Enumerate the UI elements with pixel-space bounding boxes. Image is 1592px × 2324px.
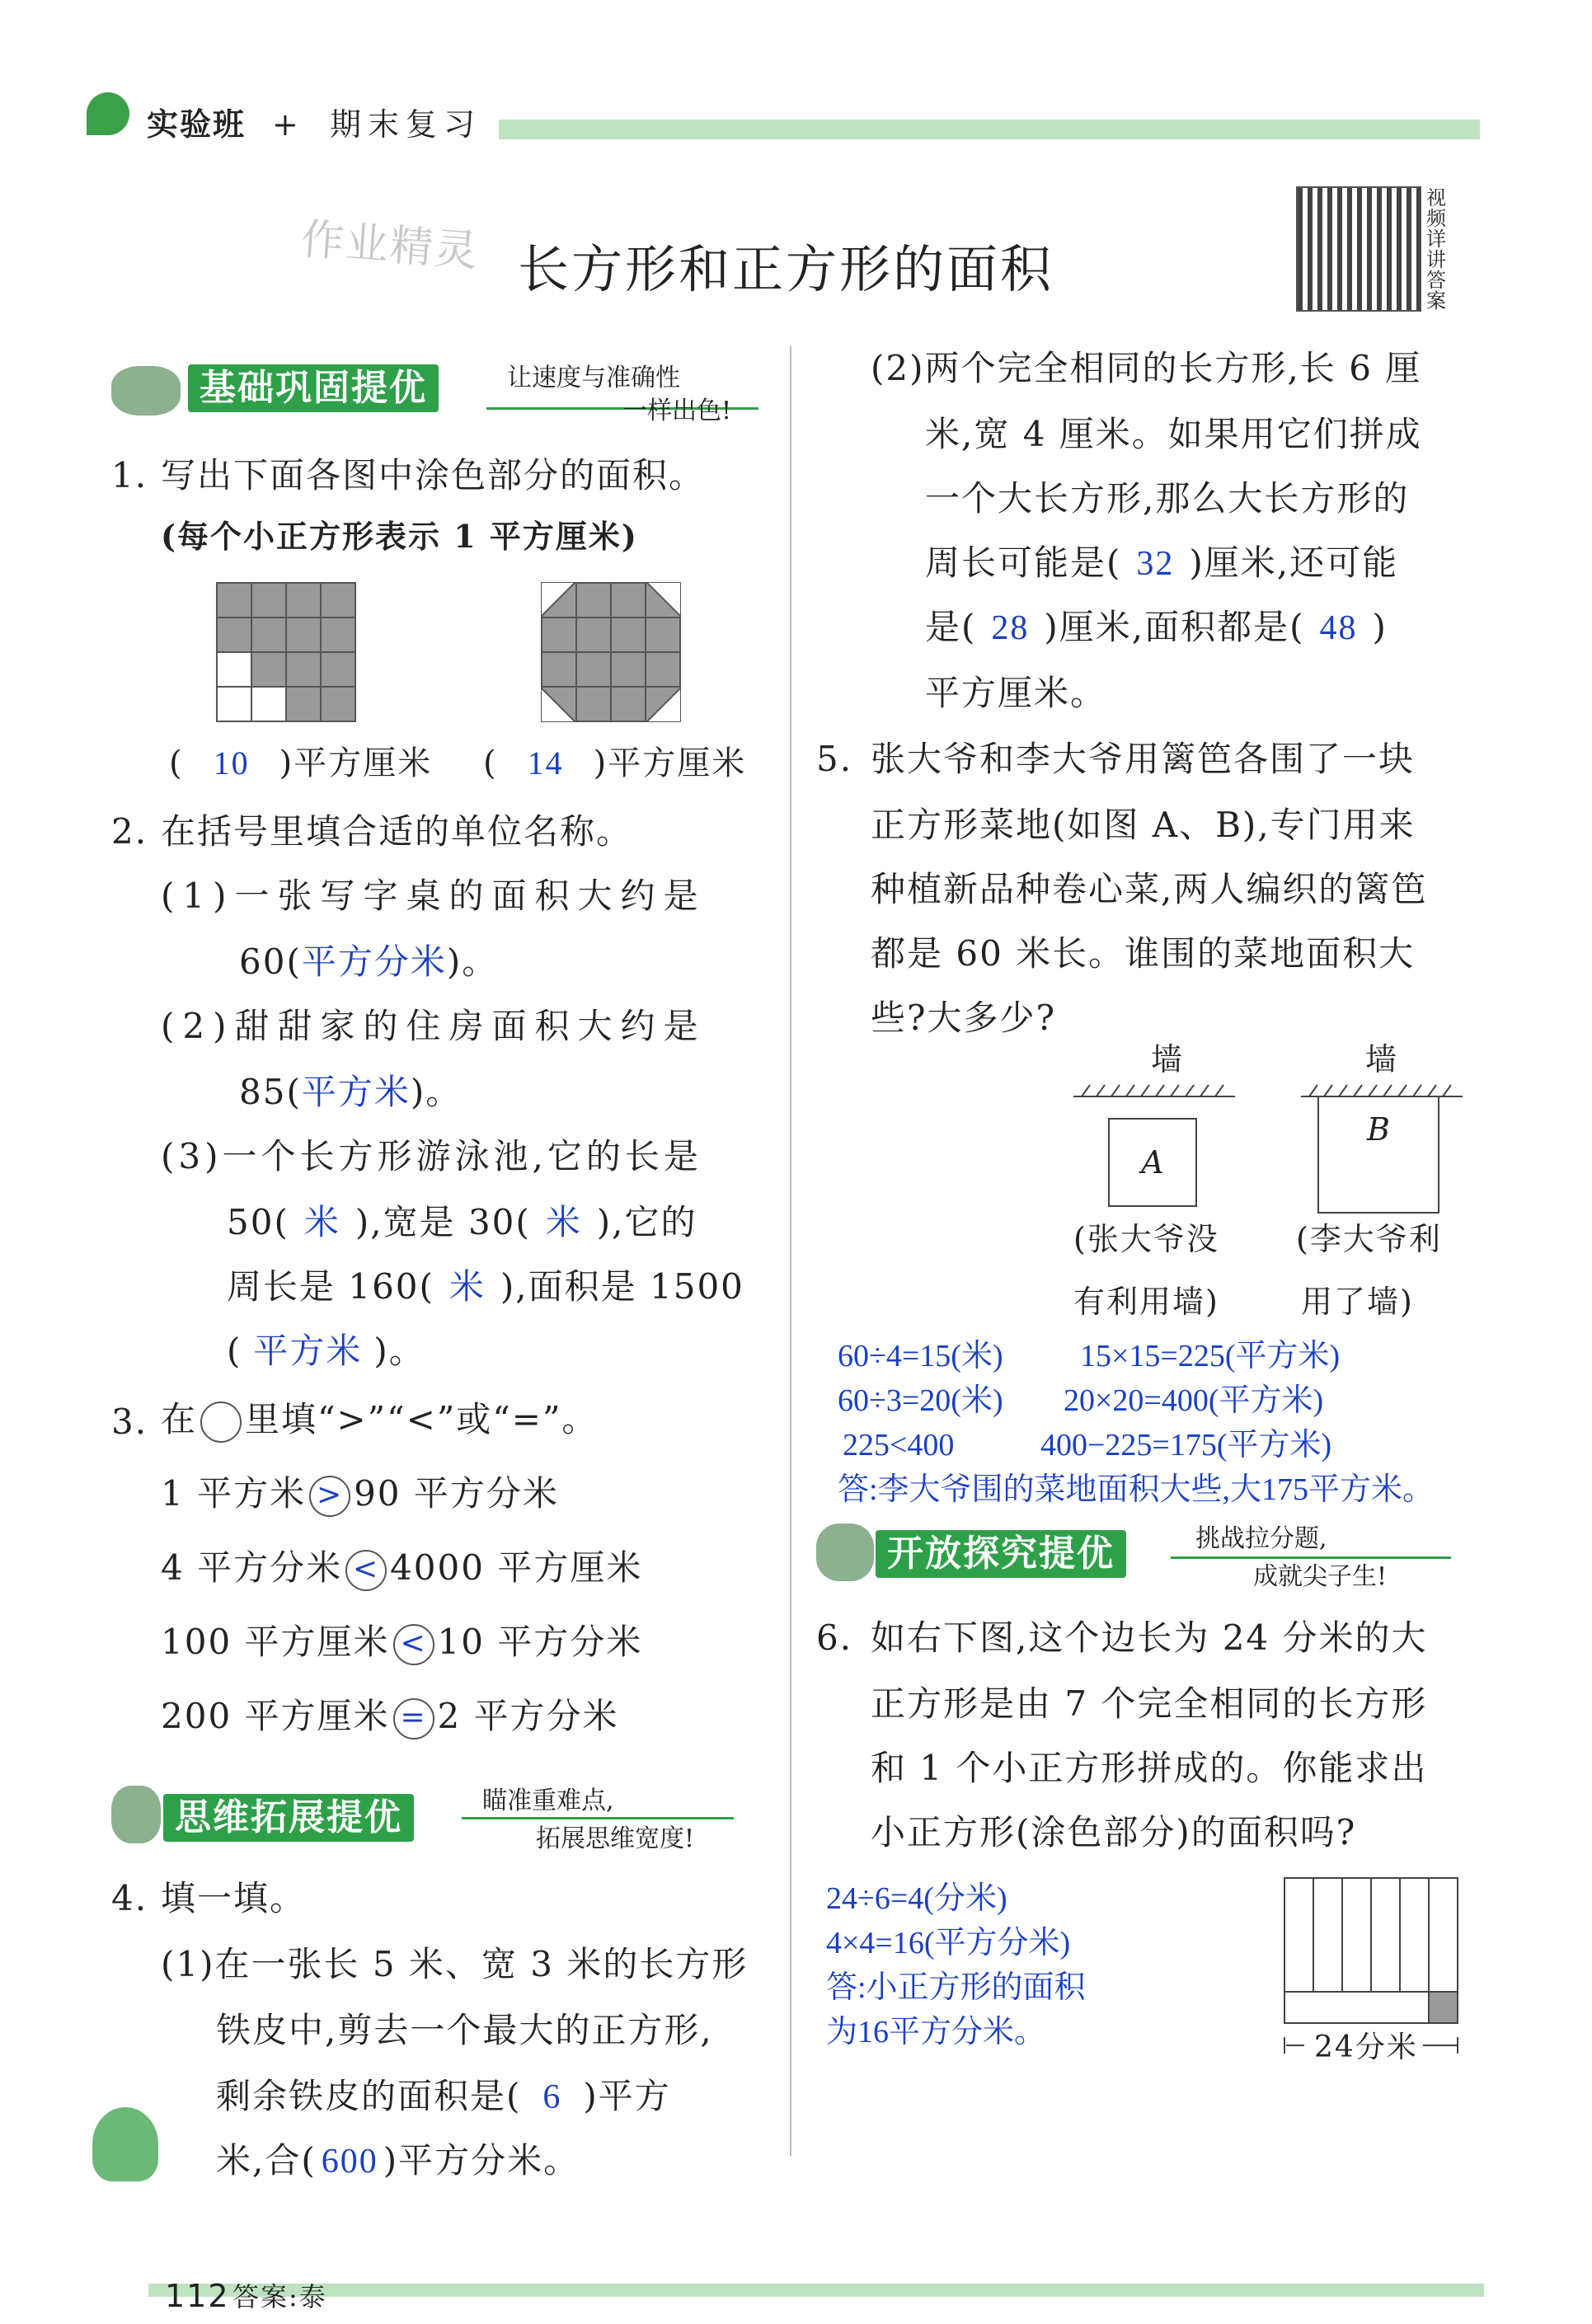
q2-text: 在括号里填合适的单位名称。 xyxy=(161,811,633,852)
q3-row-3-symbol: < xyxy=(393,1624,434,1665)
qr-label: 视频详讲答案 xyxy=(1426,186,1446,312)
page-title: 长方形和正方形的面积 xyxy=(518,239,1054,299)
q4-p2c: 一个大长方形,那么大长方形的 xyxy=(925,478,1410,519)
section-line xyxy=(462,1817,734,1819)
q2-p2a: (2)甜甜家的住房面积大约是 xyxy=(161,1006,707,1046)
q5-solution-2: 15×15=225(平方米) xyxy=(1080,1339,1341,1373)
q6-solution-1: 24÷6=4(分米) xyxy=(826,1881,1007,1916)
q4-p2-answer1: 32 xyxy=(1136,545,1175,583)
footer-label: 答案:泰 xyxy=(232,2281,327,2312)
q5-line5: 些?大多少? xyxy=(871,998,1057,1038)
section-slogan: 挑战拉分题, xyxy=(1195,1524,1327,1553)
q1-ans1: 10 xyxy=(213,744,250,782)
q5-solution-1: 60÷4=15(米) xyxy=(838,1339,1003,1373)
mascot-icon xyxy=(111,366,181,416)
section-badge-explore: 开放探究提优 xyxy=(876,1530,1126,1578)
q5-solution-5: 225<400 xyxy=(843,1428,955,1462)
q5-line3: 种植新品种卷心菜,两人编织的篱笆 xyxy=(871,869,1428,909)
q2-p3-answer3: 米 xyxy=(448,1269,486,1307)
q1-answer-2: ( 14 )平方厘米 xyxy=(483,744,747,782)
q2-p3-line2: 50( 米 ),宽是 30( 米 ),它的 xyxy=(227,1202,697,1242)
q1-figure-1 xyxy=(216,582,356,722)
q2-p1-answer: 平方分米 xyxy=(301,944,447,982)
q3-row-4-symbol: = xyxy=(393,1698,434,1739)
section-slogan: 拓展思维宽度! xyxy=(536,1824,695,1853)
q2-p2-answer: 平方米 xyxy=(301,1074,411,1112)
q4-p1a: (1)在一张长 5 米、宽 3 米的长方形 xyxy=(161,1944,749,1984)
footer-stripe xyxy=(148,2284,1484,2297)
header-unit: 期末复习 xyxy=(330,106,482,143)
section-slogan: 让速度与准确性 xyxy=(507,364,680,392)
q3-row-4: 200 平方厘米 = 2 平方分米 xyxy=(161,1698,619,1739)
header-brand: 实验班 xyxy=(147,106,247,143)
q4-p2-answer2: 28 xyxy=(991,609,1030,647)
caption-a-1: (张大爷没 xyxy=(1073,1221,1219,1257)
mascot-icon xyxy=(816,1524,874,1581)
q6-dimension-label: 24分米 xyxy=(1314,2031,1418,2064)
q2-p3-line3: 周长是 160( 米 ),面积是 1500 xyxy=(227,1266,744,1307)
header-plus: + xyxy=(272,106,300,143)
q1-figure-2 xyxy=(541,582,681,722)
garden-b: B xyxy=(1317,1096,1439,1214)
header-green-stripe xyxy=(499,120,1480,139)
q1-note: (每个小正方形表示 1 平方厘米) xyxy=(161,518,638,555)
q2-p3-answer2: 米 xyxy=(545,1204,582,1242)
q2-p3-answer4: 平方米 xyxy=(253,1333,363,1371)
q4-p2-answer3: 48 xyxy=(1319,609,1358,647)
section-badge-basic: 基础巩固提优 xyxy=(188,364,439,412)
q5-solution-3: 60÷3=20(米) xyxy=(838,1383,1003,1418)
q4-p2-line4: 周长可能是( 32 )厘米,还可能 xyxy=(925,542,1399,583)
watermark: 作业精灵 xyxy=(299,214,481,277)
q3-row-2-symbol: < xyxy=(345,1550,387,1591)
q4-p1b: 铁皮中,剪去一个最大的正方形, xyxy=(216,2010,713,2050)
garden-a: A xyxy=(1108,1118,1197,1207)
q2-p2-line: 85(平方米)。 xyxy=(239,1072,463,1112)
q1-number: 1. xyxy=(111,455,148,495)
q4-p2-line5: 是( 28 )厘米,面积都是( 48 ) xyxy=(925,607,1388,647)
q4-p1-answer2: 600 xyxy=(321,2143,378,2181)
q5-solution-6: 400−225=175(平方米) xyxy=(1040,1428,1332,1462)
q1-text: 写出下面各图中涂色部分的面积。 xyxy=(161,455,706,495)
q4-number: 4. xyxy=(111,1878,148,1918)
q5-line2: 正方形菜地(如图 A、B),专门用来 xyxy=(871,805,1416,845)
q2-p3-answer1: 米 xyxy=(303,1204,340,1242)
page-number: 112 xyxy=(165,2278,230,2314)
section-badge-thinking: 思维拓展提优 xyxy=(163,1794,414,1842)
q6-solution-3: 答:小正方形的面积 xyxy=(826,1970,1086,2005)
dolphin-icon xyxy=(92,2107,158,2181)
q5-number: 5. xyxy=(816,739,853,779)
q2-p1-line: 60(平方分米)。 xyxy=(239,941,499,982)
q1-answer-1: ( 10 )平方厘米 xyxy=(169,744,433,782)
qr-code-icon[interactable] xyxy=(1296,186,1421,312)
q5-line1: 张大爷和李大爷用篱笆各围了一块 xyxy=(871,739,1416,779)
q6-line2: 正方形是由 7 个完全相同的长方形 xyxy=(871,1683,1428,1724)
q4-p1-answer1: 6 xyxy=(542,2078,562,2116)
q1-ans2: 14 xyxy=(527,744,564,782)
leaf-logo-icon xyxy=(87,92,129,135)
q6-line1: 如右下图,这个边长为 24 分米的大 xyxy=(871,1617,1428,1658)
q6-solution-2: 4×4=16(平方分米) xyxy=(826,1926,1071,1960)
q2-number: 2. xyxy=(111,811,148,852)
q6-line4: 小正方形(涂色部分)的面积吗? xyxy=(871,1812,1357,1852)
q4-p1-line3: 剩余铁皮的面积是( 6 )平方 xyxy=(216,2076,671,2116)
q2-p1a: (1)一张写字桌的面积大约是 xyxy=(161,876,707,916)
q3-text: 在 里填“>”“<”或“=”。 xyxy=(161,1401,598,1443)
mascot-icon xyxy=(111,1786,161,1843)
q5-answer: 答:李大爷围的菜地面积大些,大175平方米。 xyxy=(838,1472,1435,1507)
q3-row-2: 4 平方分米 < 4000 平方厘米 xyxy=(161,1550,642,1591)
wall-hatch-a xyxy=(1073,1080,1235,1100)
q3-row-1: 1 平方米 > 90 平方分米 xyxy=(161,1476,559,1517)
blank-circle-icon xyxy=(200,1401,242,1443)
caption-b-2: 用了墙) xyxy=(1301,1284,1414,1320)
q4-p1-line4: 米,合( 600 )平方分米。 xyxy=(216,2140,580,2181)
q4-text: 填一填。 xyxy=(161,1878,307,1918)
wall-label-b: 墙 xyxy=(1365,1041,1399,1077)
q6-line3: 和 1 个小正方形拼成的。你能求出 xyxy=(871,1748,1428,1788)
caption-b-1: (李大爷利 xyxy=(1296,1221,1442,1257)
q4-p2i: 平方厘米。 xyxy=(925,673,1107,713)
q3-number: 3. xyxy=(111,1401,148,1442)
wall-label-a: 墙 xyxy=(1151,1041,1185,1077)
q5-line4: 都是 60 米长。谁围的菜地面积大 xyxy=(871,933,1416,974)
section-slogan: 一样出色! xyxy=(622,397,732,425)
section-line xyxy=(1171,1556,1451,1559)
q4-p2a: (2)两个完全相同的长方形,长 6 厘 xyxy=(871,348,1422,388)
q5-solution-4: 20×20=400(平方米) xyxy=(1064,1383,1324,1418)
q3-row-3: 100 平方厘米 < 10 平方分米 xyxy=(161,1624,642,1665)
section-slogan: 瞄准重难点, xyxy=(482,1786,614,1815)
q2-p3-line4: ( 平方米 )。 xyxy=(227,1331,425,1371)
q4-p2b: 米,宽 4 厘米。如果用它们拼成 xyxy=(925,414,1422,454)
q6-number: 6. xyxy=(816,1617,853,1658)
section-slogan: 成就尖子生! xyxy=(1253,1562,1388,1591)
q6-solution-4: 为16平方分米。 xyxy=(826,2015,1046,2049)
caption-a-2: 有利用墙) xyxy=(1073,1284,1219,1320)
q3-row-1-symbol: > xyxy=(309,1476,350,1517)
q2-p3a: (3)一个长方形游泳池,它的长是 xyxy=(161,1136,702,1176)
column-divider xyxy=(790,346,791,2156)
